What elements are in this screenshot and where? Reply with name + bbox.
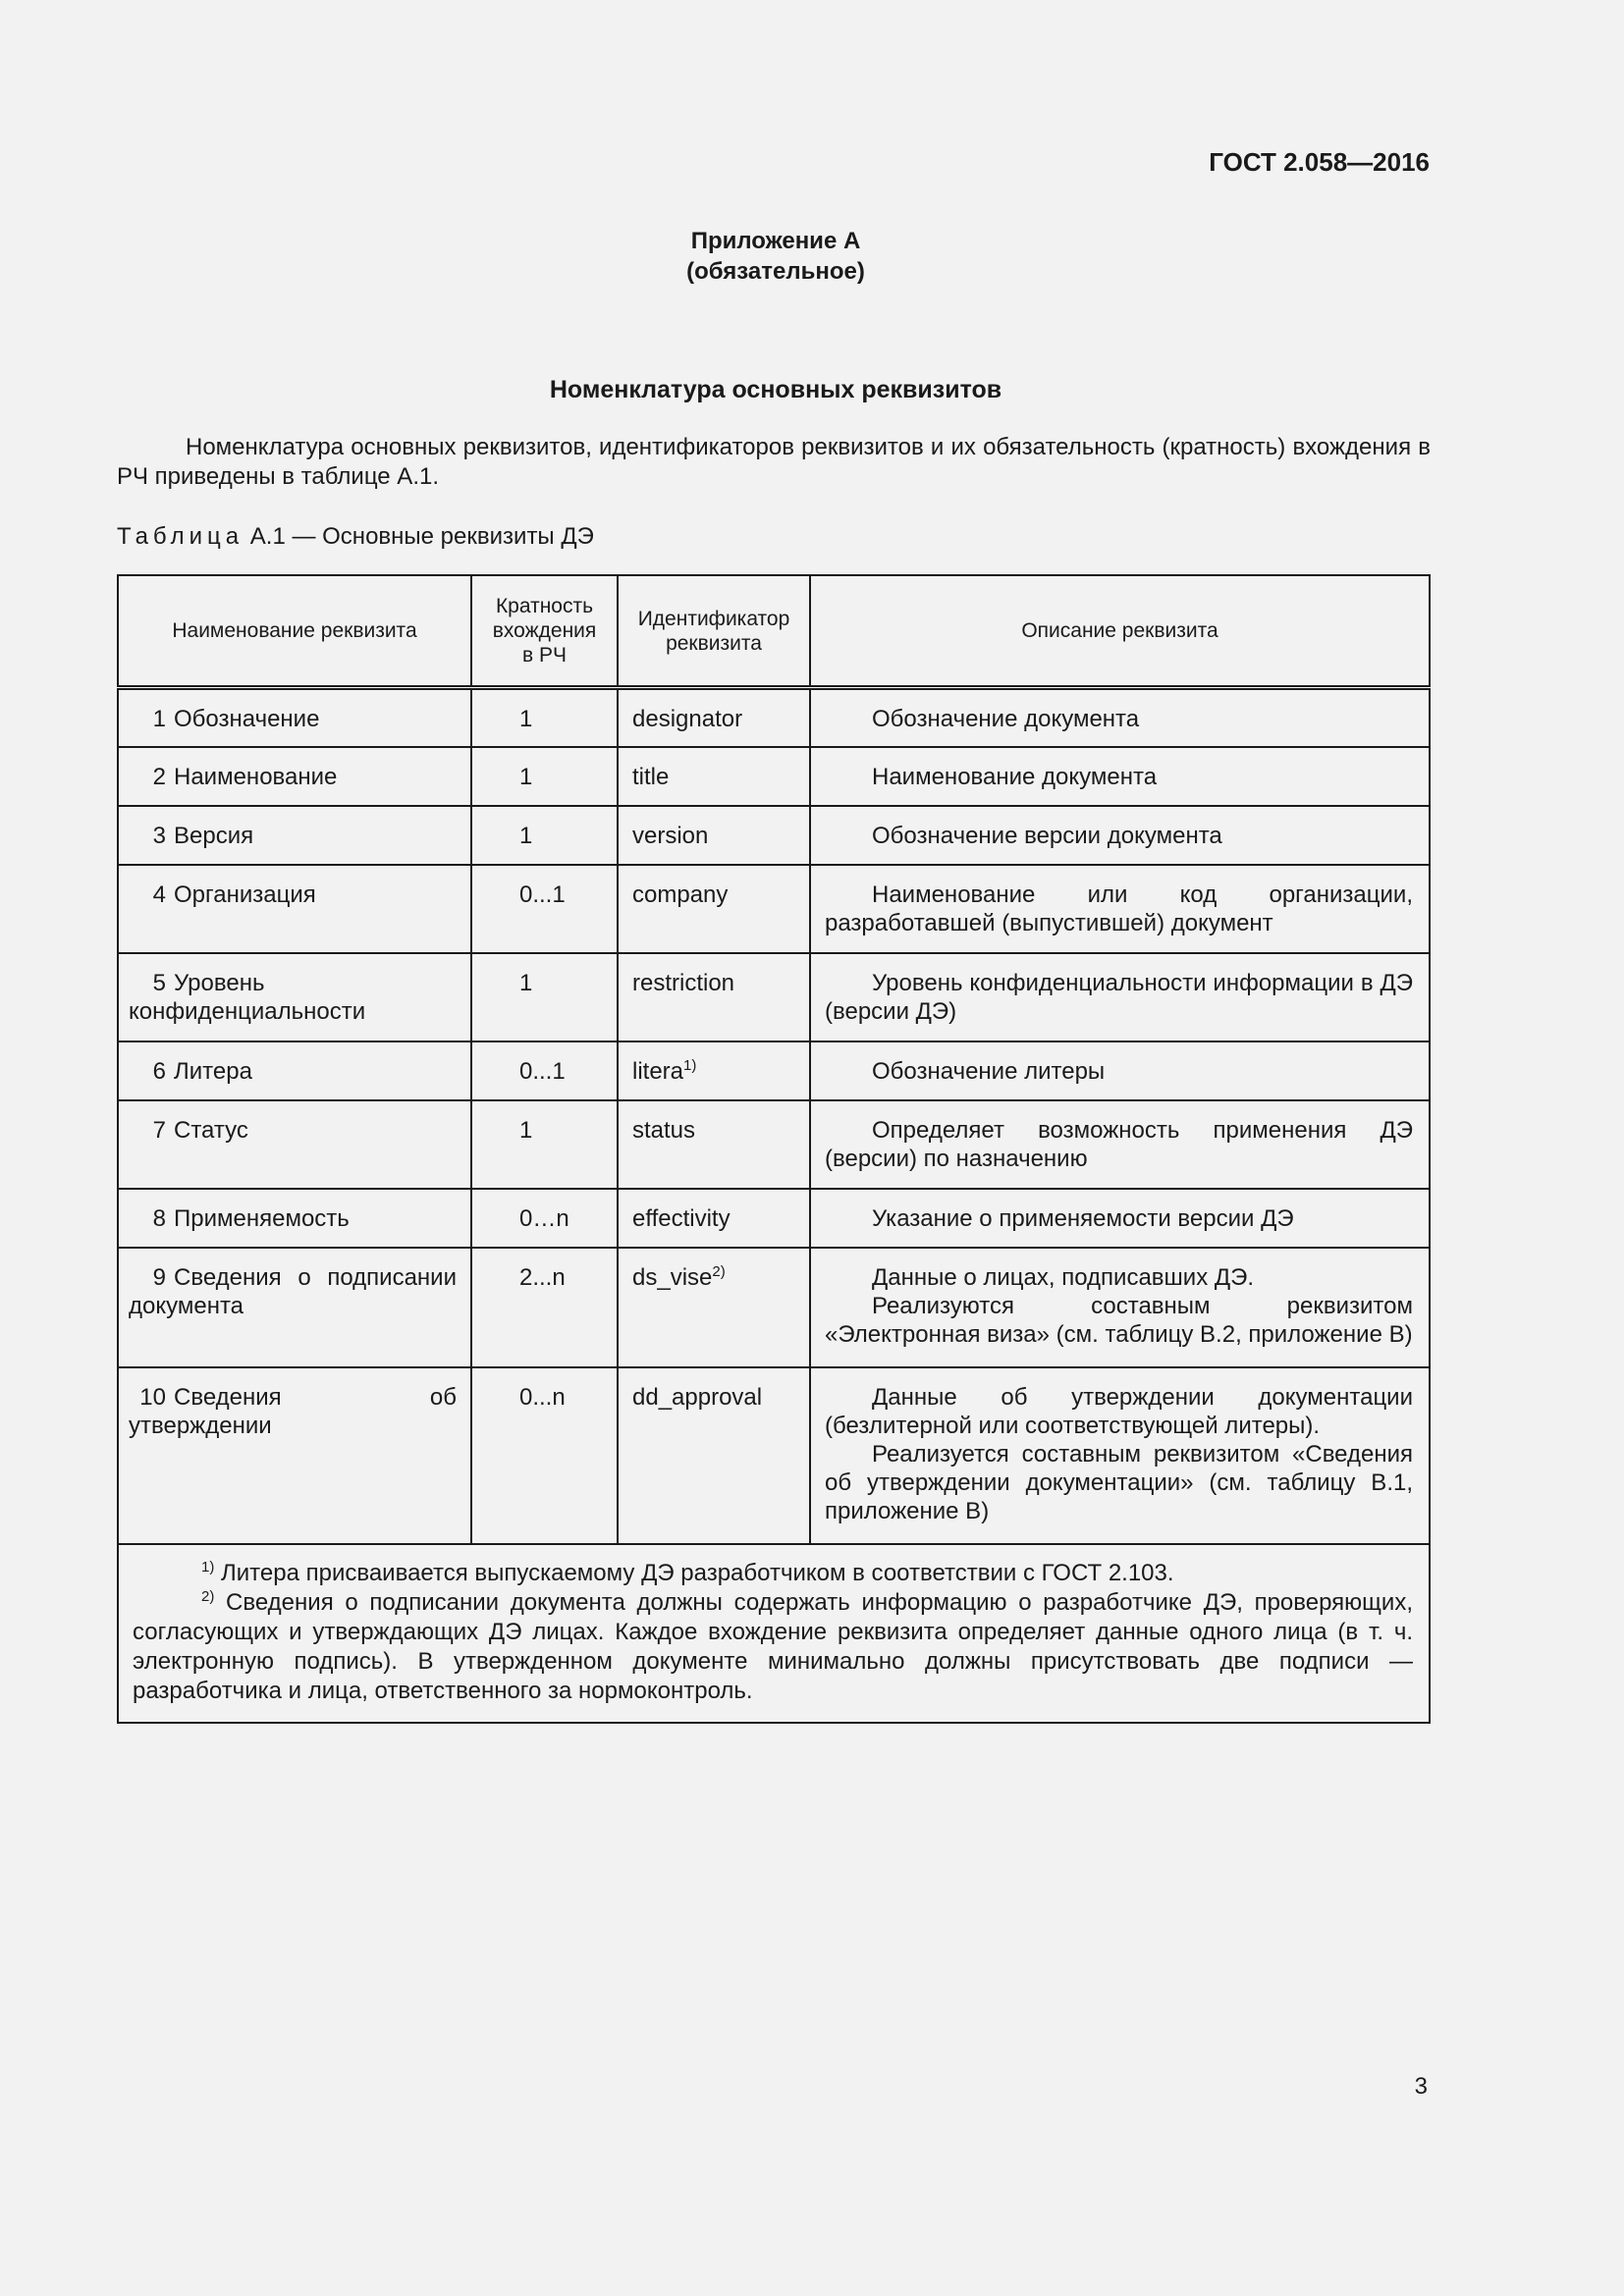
requisite-number: 1 (152, 706, 166, 732)
requisite-number: 7 (152, 1116, 166, 1144)
description-paragraph: Обозначение версии документа (872, 822, 1222, 849)
requisite-name-text: Организация (174, 881, 316, 908)
requisite-description (810, 688, 1430, 747)
requisite-multiplicity: 2...n (471, 1248, 618, 1367)
table-row (118, 1100, 1430, 1189)
footnote (133, 1588, 1413, 1706)
requisite-description (810, 1189, 1430, 1248)
identifier-text: title (632, 763, 670, 790)
header-description: Описание реквизита (810, 575, 1430, 688)
requisite-name (118, 1248, 471, 1367)
table-row (118, 806, 1430, 865)
requisite-identifier (618, 865, 810, 953)
identifier-text: status (632, 1116, 696, 1144)
section-title: Номенклатура основных реквизитов (549, 376, 1002, 403)
standard-code: ГОСТ 2.058—2016 (1209, 147, 1430, 177)
description-paragraph: Наименование или код организации, разработавшей (выпустившей) документ (825, 881, 1413, 936)
identifier-text: ds_vise (632, 1263, 713, 1291)
requisite-description (810, 1100, 1430, 1189)
requisite-name-text: Статус (174, 1116, 248, 1144)
appendix-heading (0, 226, 1551, 287)
caption-text: А.1 — Основные реквизиты ДЭ (249, 523, 594, 550)
description-paragraph: Обозначение литеры (872, 1057, 1106, 1085)
identifier-text: litera (632, 1057, 684, 1085)
header-name: Наименование реквизита (118, 575, 471, 688)
footnote-ref: 2) (712, 1262, 726, 1280)
table-notes-row (118, 1544, 1430, 1723)
requisite-number: 4 (152, 881, 166, 908)
table-row (118, 1248, 1430, 1367)
requisite-number: 5 (152, 969, 166, 996)
requisite-name (118, 747, 471, 806)
requisite-number: 8 (152, 1204, 166, 1232)
description-paragraph: Определяет возможность применения ДЭ (версии) по назначению (825, 1116, 1413, 1172)
requisite-description (810, 953, 1430, 1041)
requisite-name (118, 806, 471, 865)
description-paragraph: Реализуются составным реквизитом «Электронная виза» (см. таблицу В.2, приложение В) (825, 1292, 1413, 1348)
table-row (118, 1041, 1430, 1100)
requisite-multiplicity: 0…n (471, 1189, 618, 1248)
requisite-description (810, 865, 1430, 953)
requisite-multiplicity: 1 (471, 953, 618, 1041)
requisite-multiplicity: 1 (471, 688, 618, 747)
footnote-mark: 2) (201, 1587, 215, 1605)
appendix-title: Приложение А (690, 228, 861, 254)
requisite-number: 6 (152, 1057, 166, 1085)
footnote-text: Сведения о подписании документа должны содержать информацию о разработчике ДЭ, проверяющих, согласующих и утверждающих ДЭ лицах. Каждое вхождение реквизита определяет данные одного лица (в т. ч. электронную подпись). В утвержденном документе минимально должны присутствовать две подписи — разработчика и лица, ответственного за нормоконтроль. (133, 1588, 1413, 1704)
requisite-identifier (618, 1189, 810, 1248)
description-paragraph: Обозначение документа (872, 706, 1140, 732)
requisite-identifier (618, 806, 810, 865)
requisite-name-text: Сведения об утверждении (129, 1383, 457, 1439)
table-row (118, 1367, 1430, 1544)
requisite-identifier (618, 1041, 810, 1100)
header-identifier: Идентификатор реквизита (618, 575, 810, 688)
requisite-number: 3 (152, 822, 166, 849)
table-row (118, 747, 1430, 806)
requisite-name-text: Наименование (174, 763, 338, 790)
identifier-text: effectivity (632, 1204, 731, 1232)
requisite-identifier (618, 1367, 810, 1544)
requisite-identifier (618, 688, 810, 747)
requisite-name-text: Обозначение (174, 706, 320, 732)
footnote-mark: 1) (201, 1558, 215, 1575)
description-paragraph: Наименование документа (872, 763, 1158, 790)
requisite-description (810, 1367, 1430, 1544)
identifier-text: restriction (632, 969, 735, 996)
requisite-name-text: Литера (174, 1057, 252, 1085)
identifier-text: version (632, 822, 709, 849)
requisites-table (117, 574, 1431, 1724)
footnote-text: Литера присваивается выпускаемому ДЭ разработчиком в соответствии с ГОСТ 2.103. (221, 1559, 1174, 1586)
table-row (118, 1189, 1430, 1248)
description-paragraph: Данные о лицах, подписавших ДЭ. (872, 1263, 1255, 1291)
requisite-description (810, 1041, 1430, 1100)
requisite-multiplicity: 0...n (471, 1367, 618, 1544)
description-paragraph: Данные об утверждении документации (безлитерной или соответствующей литеры). (825, 1383, 1413, 1439)
header-multiplicity: Кратность вхождения в РЧ (471, 575, 618, 688)
footnote (133, 1559, 1413, 1588)
requisite-identifier (618, 747, 810, 806)
identifier-text: dd_approval (632, 1383, 763, 1411)
description-paragraph: Уровень конфиденциальности информации в ДЭ (версии ДЭ) (825, 969, 1413, 1025)
requisite-multiplicity: 0...1 (471, 1041, 618, 1100)
table-header-row (118, 575, 1430, 688)
appendix-subtitle: (обязательное) (686, 258, 865, 285)
requisite-identifier (618, 953, 810, 1041)
requisite-identifier (618, 1248, 810, 1367)
requisite-name-text: Версия (174, 822, 254, 849)
table-notes (118, 1544, 1430, 1723)
requisite-identifier (618, 1100, 810, 1189)
identifier-text: company (632, 881, 729, 908)
requisite-multiplicity: 1 (471, 747, 618, 806)
requisite-name-text: Сведения о подписании документа (129, 1263, 457, 1319)
table-row (118, 688, 1430, 747)
requisite-name-text: Применяемость (174, 1204, 350, 1232)
requisite-description (810, 1248, 1430, 1367)
description-paragraph: Реализуется составным реквизитом «Сведения об утверждении документации» (см. таблицу В.1, приложение В) (825, 1440, 1413, 1524)
requisite-multiplicity: 0...1 (471, 865, 618, 953)
requisite-number: 10 (139, 1383, 166, 1411)
requisite-name (118, 1367, 471, 1544)
intro-paragraph: Номенклатура основных реквизитов, идентификаторов реквизитов и их обязательность (кратность) вхождения в РЧ приведены в таблице А.1. (117, 434, 1431, 490)
requisite-number: 9 (152, 1263, 166, 1291)
requisite-name (118, 953, 471, 1041)
requisite-multiplicity: 1 (471, 1100, 618, 1189)
description-paragraph: Указание о применяемости версии ДЭ (872, 1204, 1294, 1232)
requisite-multiplicity: 1 (471, 806, 618, 865)
requisite-name-text: Уровень конфиденциальности (129, 969, 366, 1025)
requisite-description (810, 747, 1430, 806)
table-row (118, 865, 1430, 953)
requisite-name (118, 865, 471, 953)
requisite-number: 2 (152, 763, 166, 790)
requisite-name (118, 688, 471, 747)
requisite-name (118, 1100, 471, 1189)
table-row (118, 953, 1430, 1041)
requisite-name (118, 1189, 471, 1248)
table-caption (117, 523, 594, 551)
caption-word: Таблица (117, 523, 244, 550)
requisite-name (118, 1041, 471, 1100)
requisite-description (810, 806, 1430, 865)
footnote-ref: 1) (683, 1056, 697, 1074)
page-number: 3 (1414, 2073, 1428, 2100)
identifier-text: designator (632, 706, 743, 732)
